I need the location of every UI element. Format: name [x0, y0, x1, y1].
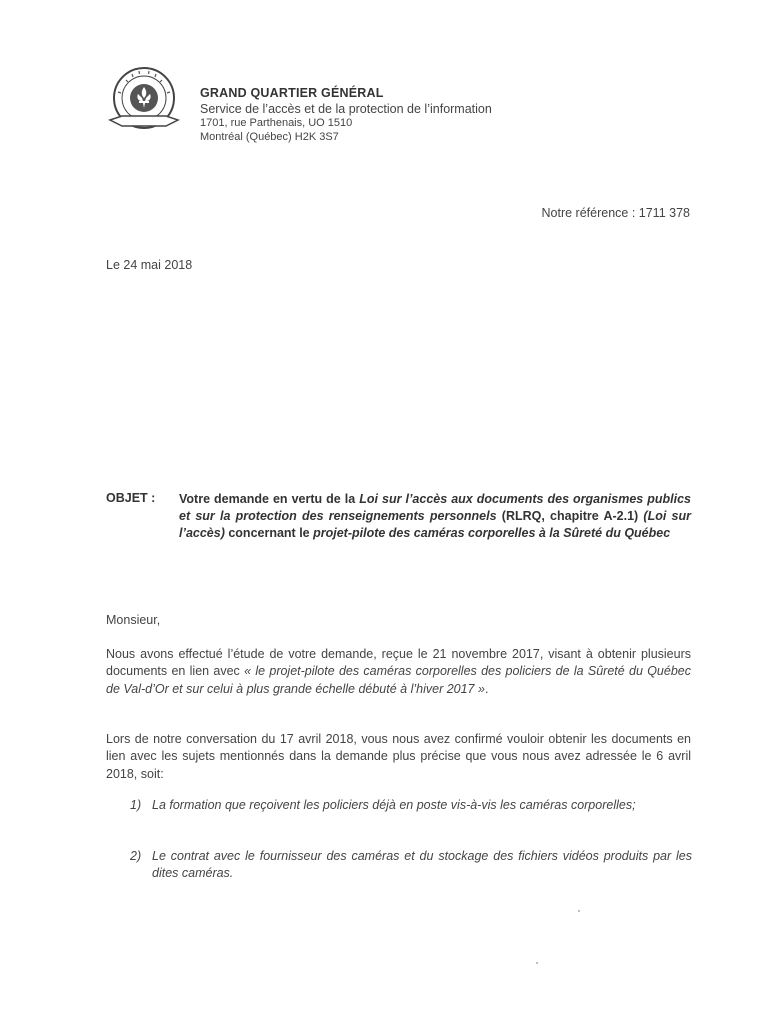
- list-item-number: 2): [130, 849, 142, 863]
- paragraph-1: [106, 646, 691, 698]
- subject-part3: concernant le: [224, 525, 314, 540]
- list-item-text: Le contrat avec le fournisseur des caméras et du stockage des fichiers vidéos produits par les dites caméras.: [152, 849, 692, 881]
- paragraph-1-lead: Nous avons effectué l’étude de votre demande, reçue le 21 novembre 2017, visant à obtenir plusieurs documents en lien avec: [106, 647, 691, 679]
- org-address-line2: Montréal (Québec) H2K 3S7: [200, 131, 339, 143]
- paragraph-2: Lors de notre conversation du 17 avril 2018, vous nous avez confirmé vouloir obtenir les documents en lien avec les sujets mentionnés dans la demande plus précise que vous nous avez adressée le 6 avril 2018, soit:: [106, 732, 691, 781]
- org-address-line1: 1701, rue Parthenais, UO 1510: [200, 117, 353, 130]
- subject-topic: projet-pilote des caméras corporelles à la Sûreté du Québec: [313, 525, 671, 540]
- subject-part2: (RLRQ, chapitre A-2.1): [496, 508, 644, 523]
- letter-date: Le 24 mai 2018: [106, 258, 193, 272]
- list-item: [130, 797, 692, 814]
- scan-speck: [578, 910, 580, 912]
- surete-du-quebec-seal-logo: [104, 60, 184, 140]
- list-item-number: 1): [130, 798, 142, 812]
- org-name: GRAND QUARTIER GÉNÉRAL: [200, 86, 384, 100]
- subject-part1: Votre demande en vertu de la: [179, 492, 360, 506]
- subject-law-title: Loi sur l’accès aux documents des organismes publics et sur la protection des renseignements personnels: [179, 492, 691, 523]
- letterhead: [200, 86, 492, 145]
- paragraph-1-quote: « le projet-pilote des caméras corporelles des policiers de la Sûreté du Québec de Val-d’Or et sur celui à plus grande échelle débuté à l’hiver 2017 »: [106, 664, 691, 696]
- scan-speck: [536, 962, 538, 964]
- subject-law-short: (Loi sur l’accès): [179, 508, 691, 540]
- list-item-text: La formation que reçoivent les policiers déjà en poste vis-à-vis les caméras corporelles;: [152, 798, 636, 812]
- reference-number: Notre référence : 1711 378: [541, 206, 690, 220]
- subject-label: OBJET :: [106, 491, 156, 505]
- subject-text: [179, 491, 691, 542]
- paragraph-1-end: .: [484, 681, 489, 696]
- list-item: [130, 848, 692, 883]
- salutation: Monsieur,: [106, 613, 161, 627]
- org-service: Service de l’accès et de la protection de l’information: [200, 101, 492, 116]
